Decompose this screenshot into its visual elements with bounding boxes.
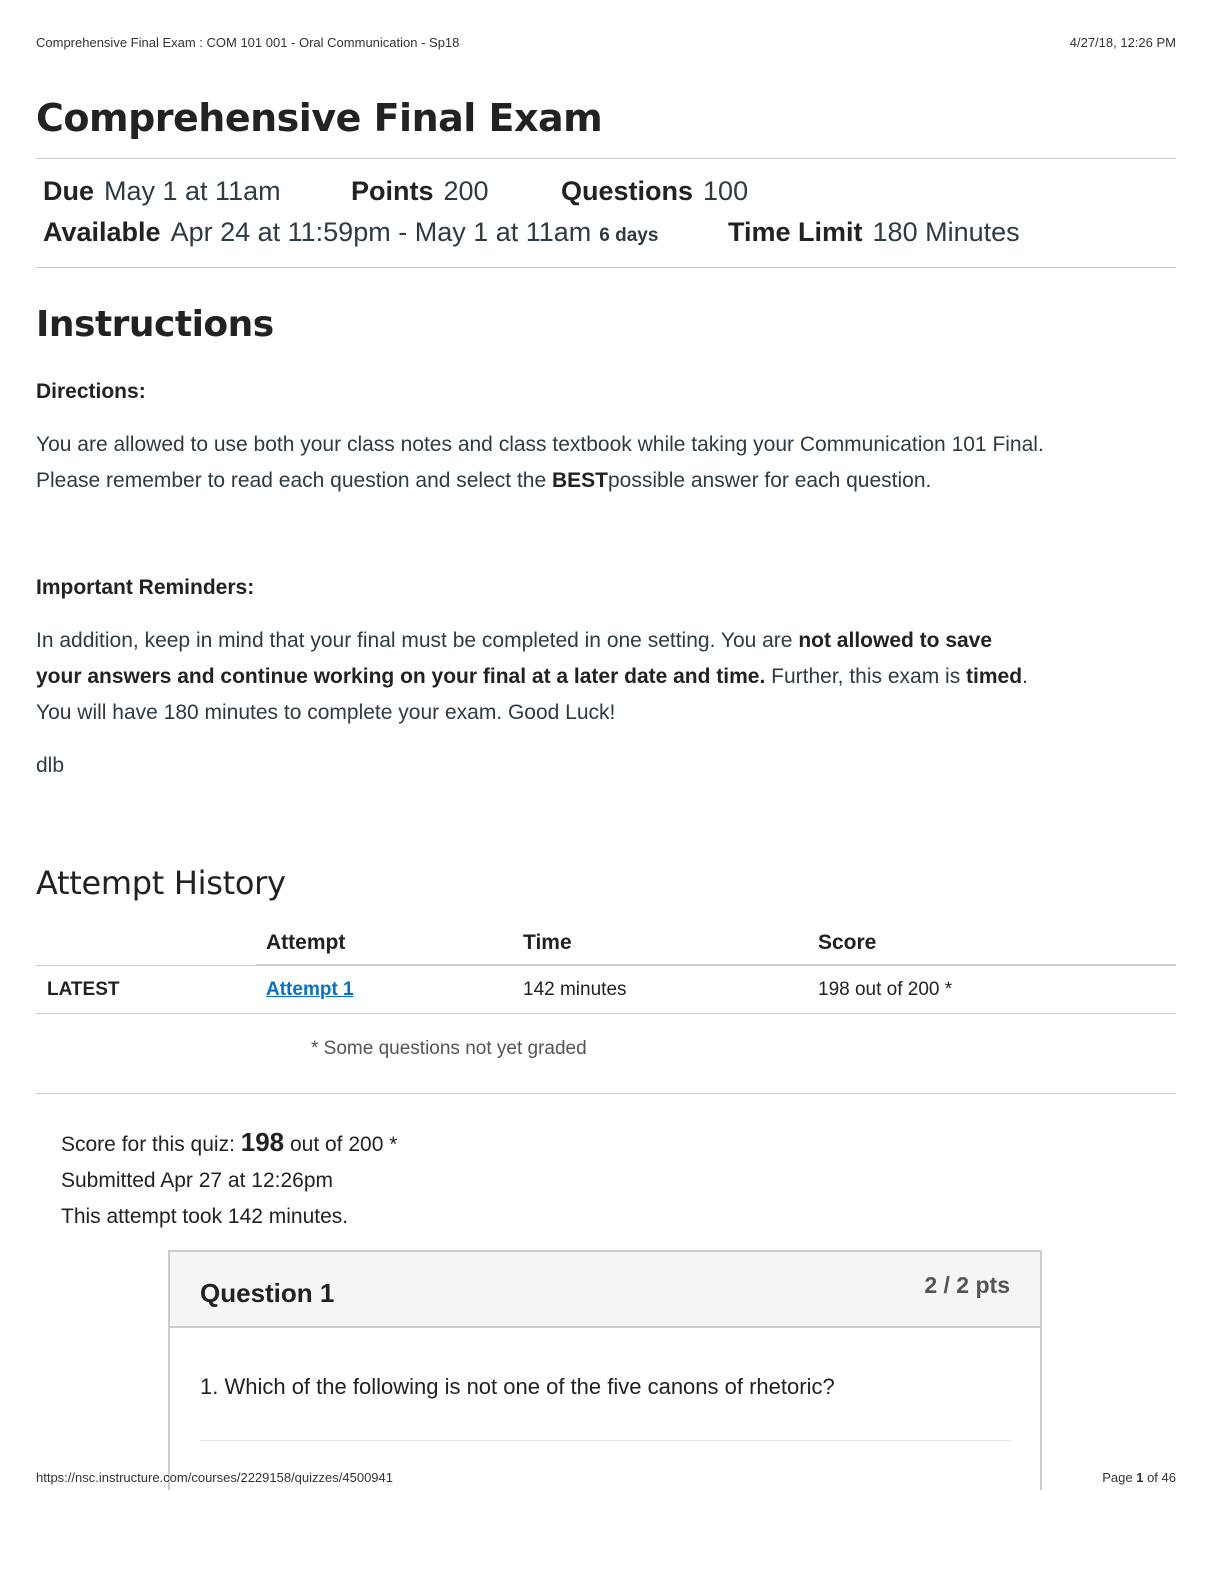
print-header-timestamp: 4/27/18, 12:26 PM	[1069, 35, 1176, 50]
page-prefix: Page	[1102, 1470, 1133, 1485]
directions-best: BEST	[551, 469, 608, 492]
meta-divider	[36, 267, 1176, 268]
attempt-status: LATEST	[47, 979, 120, 1000]
question-answer-divider	[200, 1440, 1012, 1441]
table-header-divider-left	[36, 965, 256, 966]
instructions-heading: Instructions	[36, 304, 274, 345]
submitted-time: Submitted Apr 27 at 12:26pm	[61, 1169, 334, 1192]
attempt-time: 142 minutes	[523, 979, 627, 1000]
due-value: May 1 at 11am	[104, 176, 281, 206]
submission-summary	[61, 1124, 397, 1235]
quiz-score	[61, 1124, 397, 1163]
questions-label: Questions	[561, 176, 694, 206]
question-points: 2 / 2 pts	[924, 1272, 1010, 1298]
reminders-not-allowed: not allowed to save	[798, 629, 993, 652]
available-value: Apr 24 at 11:59pm - May 1 at 11am	[170, 217, 592, 247]
question-title: Question 1	[200, 1278, 335, 1308]
directions-line-2-end: possible answer for each question.	[608, 469, 932, 492]
title-divider	[36, 158, 1176, 159]
reminders-line-1-start: In addition, keep in mind that your final must be completed in one setting. You are	[36, 629, 799, 652]
directions-text	[36, 427, 1044, 499]
points-value: 200	[443, 176, 489, 206]
reminders-line-3: You will have 180 minutes to complete your exam. Good Luck!	[36, 701, 616, 724]
directions-line-1: You are allowed to use both your class notes and class textbook while taking your Communication 101 Final.	[36, 433, 1044, 456]
print-footer-url: https://nsc.instructure.com/courses/2229158/quizzes/4500941	[36, 1470, 393, 1485]
attempt-history-heading: Attempt History	[36, 864, 286, 902]
due-label: Due	[43, 176, 95, 206]
time-limit-label: Time Limit	[728, 217, 863, 247]
reminders-timed: timed	[966, 665, 1023, 688]
available-info	[43, 217, 658, 248]
column-score: Score	[818, 931, 877, 954]
page-total: of 46	[1147, 1470, 1176, 1485]
quiz-score-prefix: Score for this quiz:	[61, 1133, 241, 1156]
questions-value: 100	[703, 176, 749, 206]
questions-info	[561, 176, 748, 207]
points-label: Points	[351, 176, 434, 206]
reminders-further: Further, this exam is	[765, 665, 967, 688]
attempt-duration: This attempt took 142 minutes.	[61, 1205, 349, 1228]
attempt-1-link[interactable]: Attempt 1	[266, 979, 354, 1000]
available-duration: 6 days	[599, 225, 659, 246]
reminders-line-1	[36, 623, 1028, 659]
page-number: 1	[1136, 1470, 1144, 1485]
signature: dlb	[36, 754, 65, 777]
directions-line-2-start: Please remember to read each question and select the	[36, 469, 552, 492]
due-info	[43, 176, 281, 207]
column-attempt: Attempt	[266, 931, 346, 954]
time-limit-value: 180 Minutes	[872, 217, 1020, 247]
attempt-link-cell	[266, 979, 354, 1001]
reminders-period: .	[1022, 665, 1028, 688]
reminders-label: Important Reminders:	[36, 576, 255, 599]
table-header-divider	[256, 964, 1176, 966]
question-text: 1. Which of the following is not one of the five canons of rhetoric?	[200, 1374, 835, 1399]
points-info	[351, 176, 489, 207]
attempt-divider	[36, 1093, 1176, 1094]
quiz-score-value: 198	[240, 1127, 285, 1157]
grading-note: * Some questions not yet graded	[311, 1038, 587, 1059]
time-limit-info	[728, 217, 1020, 248]
reminders-text	[36, 623, 1028, 731]
attempt-score: 198 out of 200 *	[818, 979, 953, 1000]
directions-line-2	[36, 463, 1044, 499]
question-header	[170, 1252, 1040, 1328]
column-time: Time	[523, 931, 572, 954]
question-card	[168, 1250, 1042, 1490]
reminders-line-2	[36, 659, 1028, 695]
print-footer-page	[1102, 1470, 1176, 1485]
quiz-title: Comprehensive Final Exam	[36, 96, 603, 140]
directions-label: Directions:	[36, 380, 146, 403]
available-label: Available	[43, 217, 161, 247]
reminders-continue: your answers and continue working on your final at a later date and time.	[36, 665, 766, 688]
quiz-score-suffix: out of 200 *	[284, 1133, 398, 1156]
table-row-divider	[36, 1013, 1176, 1014]
print-header-title: Comprehensive Final Exam : COM 101 001 - Oral Communication - Sp18	[36, 35, 460, 50]
